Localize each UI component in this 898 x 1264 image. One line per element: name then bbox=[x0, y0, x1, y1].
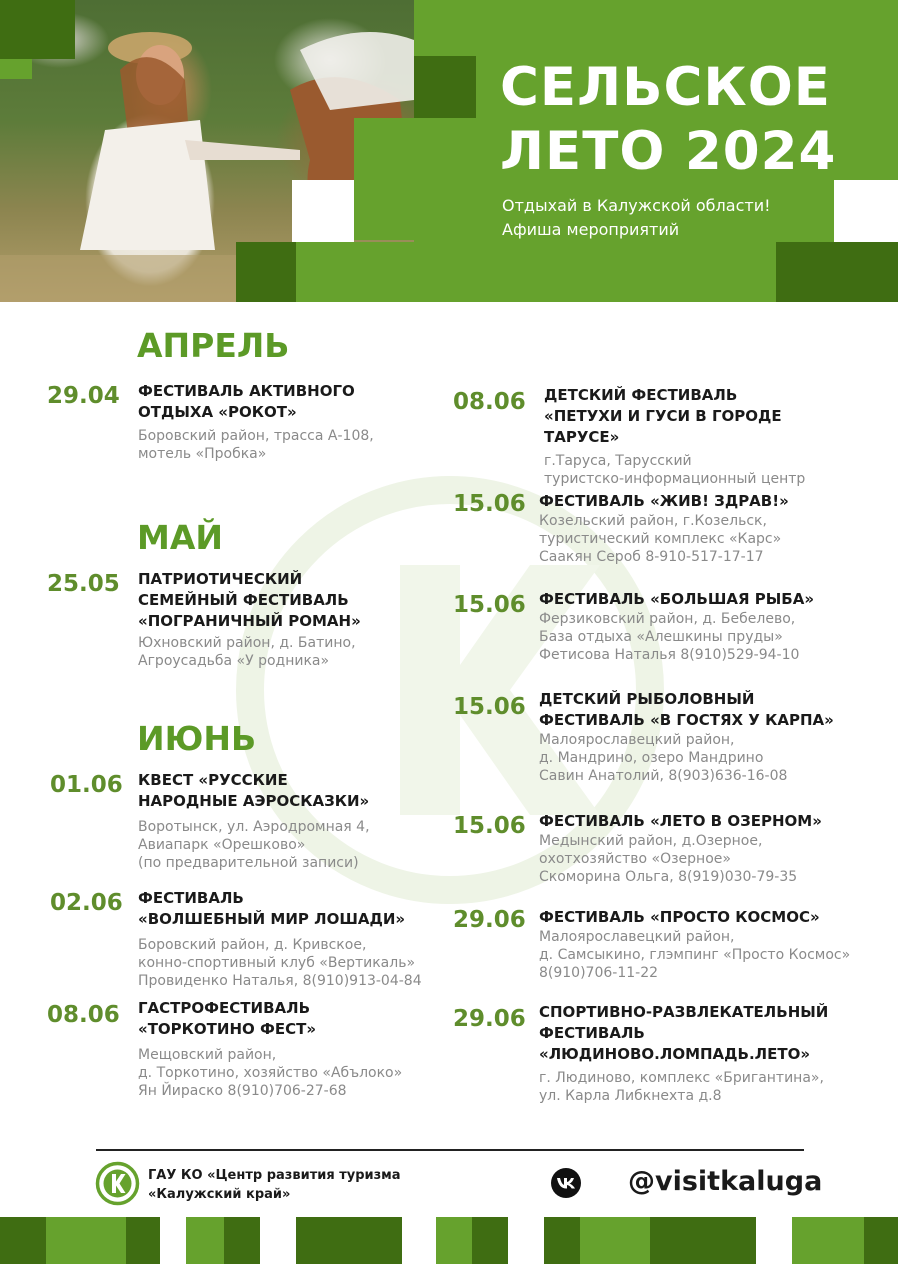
event-details: Юхновский район, д. Батино, Агроусадьба «У родника» bbox=[138, 635, 356, 669]
org-line-1: ГАУ КО «Центр развития туризма bbox=[148, 1168, 401, 1183]
event-details: Боровский район, д. Кривское, конно-спортивный клуб «Вертикаль» Провиденко Наталья, 8(910)913-04-84 bbox=[138, 937, 422, 989]
event-name: ФЕСТИВАЛЬ «ПРОСТО КОСМОС» bbox=[539, 908, 820, 926]
kaluga-logo-icon bbox=[95, 1161, 140, 1206]
event-details: Ферзиковский район, д. Бебелево, База отдыха «Алешкины пруды» Фетисова Наталья 8(910)529-94-10 bbox=[539, 611, 800, 663]
event-name: ФЕСТИВАЛЬ АКТИВНОГО ОТДЫХА «РОКОТ» bbox=[138, 382, 355, 421]
event-name: КВЕСТ «РУССКИЕ НАРОДНЫЕ АЭРОСКАЗКИ» bbox=[138, 771, 370, 810]
event-name: СПОРТИВНО-РАЗВЛЕКАТЕЛЬНЫЙ ФЕСТИВАЛЬ «ЛЮДИНОВО.ЛОМПАДЬ.ЛЕТО» bbox=[539, 1003, 829, 1063]
title-line-1: СЕЛЬСКОЕ bbox=[500, 57, 831, 118]
event-info bbox=[138, 569, 428, 670]
event-date: 08.06 bbox=[47, 1002, 120, 1028]
event-details: Боровский район, трасса А-108, мотель «Пробка» bbox=[138, 428, 374, 462]
event-details: Воротынск, ул. Аэродромная 4, Авиапарк «Орешково» (по предварительной записи) bbox=[138, 819, 370, 871]
event-item bbox=[453, 1006, 526, 1032]
event-name: ПАТРИОТИЧЕСКИЙ СЕМЕЙНЫЙ ФЕСТИВАЛЬ «ПОГРАНИЧНЫЙ РОМАН» bbox=[138, 570, 361, 630]
event-date: 29.06 bbox=[453, 1006, 526, 1032]
social-handle[interactable]: @visitkaluga bbox=[628, 1166, 823, 1197]
subtitle bbox=[502, 194, 771, 242]
event-item bbox=[47, 1002, 120, 1028]
event-details: Мещовский район, д. Торкотино, хозяйство «Абълоко» Ян Йираско 8(910)706-27-68 bbox=[138, 1047, 403, 1099]
month-heading-april: АПРЕЛЬ bbox=[137, 326, 290, 365]
event-info bbox=[539, 1002, 859, 1105]
event-details: Малоярославецкий район, д. Самсыкино, глэмпинг «Просто Космос» 8(910)706-11-22 bbox=[539, 929, 851, 981]
header-photo bbox=[0, 0, 414, 302]
event-item bbox=[47, 383, 120, 409]
event-item bbox=[453, 813, 526, 839]
event-info bbox=[544, 385, 844, 488]
event-info bbox=[539, 589, 859, 664]
event-name: ГАСТРОФЕСТИВАЛЬ «ТОРКОТИНО ФЕСТ» bbox=[138, 999, 317, 1038]
event-name: ФЕСТИВАЛЬ «ЛЕТО В ОЗЕРНОМ» bbox=[539, 812, 822, 830]
event-date: 15.06 bbox=[453, 592, 526, 618]
event-info bbox=[539, 907, 879, 982]
event-date: 15.06 bbox=[453, 694, 526, 720]
event-details: Малоярославецкий район, д. Мандрино, озеро Мандрино Савин Анатолий, 8(903)636-16-08 bbox=[539, 732, 788, 784]
event-details: Козельский район, г.Козельск, туристический комплекс «Карс» Саакян Сероб 8-910-517-17-17 bbox=[539, 513, 782, 565]
event-info bbox=[539, 811, 859, 886]
subtitle-line-2: Афиша мероприятий bbox=[502, 220, 680, 239]
event-item bbox=[453, 592, 526, 618]
event-date: 02.06 bbox=[50, 890, 123, 916]
footer-divider bbox=[96, 1149, 804, 1151]
event-name: ДЕТСКИЙ РЫБОЛОВНЫЙ ФЕСТИВАЛЬ «В ГОСТЯХ У КАРПА» bbox=[539, 690, 834, 729]
event-item bbox=[50, 890, 123, 916]
event-item bbox=[47, 571, 120, 597]
event-info bbox=[138, 888, 438, 990]
month-heading-june: ИЮНЬ bbox=[137, 719, 257, 758]
event-date: 15.06 bbox=[453, 813, 526, 839]
event-name: ФЕСТИВАЛЬ «ВОЛШЕБНЫЙ МИР ЛОШАДИ» bbox=[138, 889, 406, 928]
organization-name bbox=[148, 1166, 401, 1204]
event-info bbox=[539, 491, 859, 566]
event-details: Медынский район, д.Озерное, охотхозяйство «Озерное» Скоморина Ольга, 8(919)030-79-35 bbox=[539, 833, 798, 885]
event-details: г.Таруса, Тарусский туристско-информационный центр bbox=[544, 453, 806, 487]
title-line-2: ЛЕТО 2024 bbox=[500, 121, 837, 182]
event-item bbox=[453, 907, 526, 933]
event-date: 29.06 bbox=[453, 907, 526, 933]
event-date: 15.06 bbox=[453, 491, 526, 517]
page-title bbox=[500, 56, 836, 184]
event-item bbox=[453, 491, 526, 517]
event-date: 25.05 bbox=[47, 571, 120, 597]
event-name: ФЕСТИВАЛЬ «ЖИВ! ЗДРАВ!» bbox=[539, 492, 789, 510]
event-item bbox=[453, 694, 526, 720]
event-name: ФЕСТИВАЛЬ «БОЛЬШАЯ РЫБА» bbox=[539, 590, 815, 608]
vk-icon[interactable] bbox=[550, 1167, 582, 1199]
event-info bbox=[539, 689, 859, 785]
event-item bbox=[50, 772, 123, 798]
event-info bbox=[138, 770, 428, 872]
bottom-mosaic bbox=[0, 1217, 898, 1264]
subtitle-line-1: Отдыхай в Калужской области! bbox=[502, 196, 771, 215]
event-info bbox=[138, 381, 428, 463]
event-date: 01.06 bbox=[50, 772, 123, 798]
event-date: 08.06 bbox=[453, 389, 526, 415]
event-info bbox=[138, 998, 428, 1100]
event-details: г. Людиново, комплекс «Бригантина», ул. Карла Либкнехта д.8 bbox=[539, 1070, 824, 1104]
event-item bbox=[453, 389, 526, 415]
event-date: 29.04 bbox=[47, 383, 120, 409]
org-line-2: «Калужский край» bbox=[148, 1187, 291, 1202]
month-heading-may: МАЙ bbox=[137, 518, 223, 557]
event-name: ДЕТСКИЙ ФЕСТИВАЛЬ «ПЕТУХИ И ГУСИ В ГОРОДЕ ТАРУСЕ» bbox=[544, 386, 782, 446]
